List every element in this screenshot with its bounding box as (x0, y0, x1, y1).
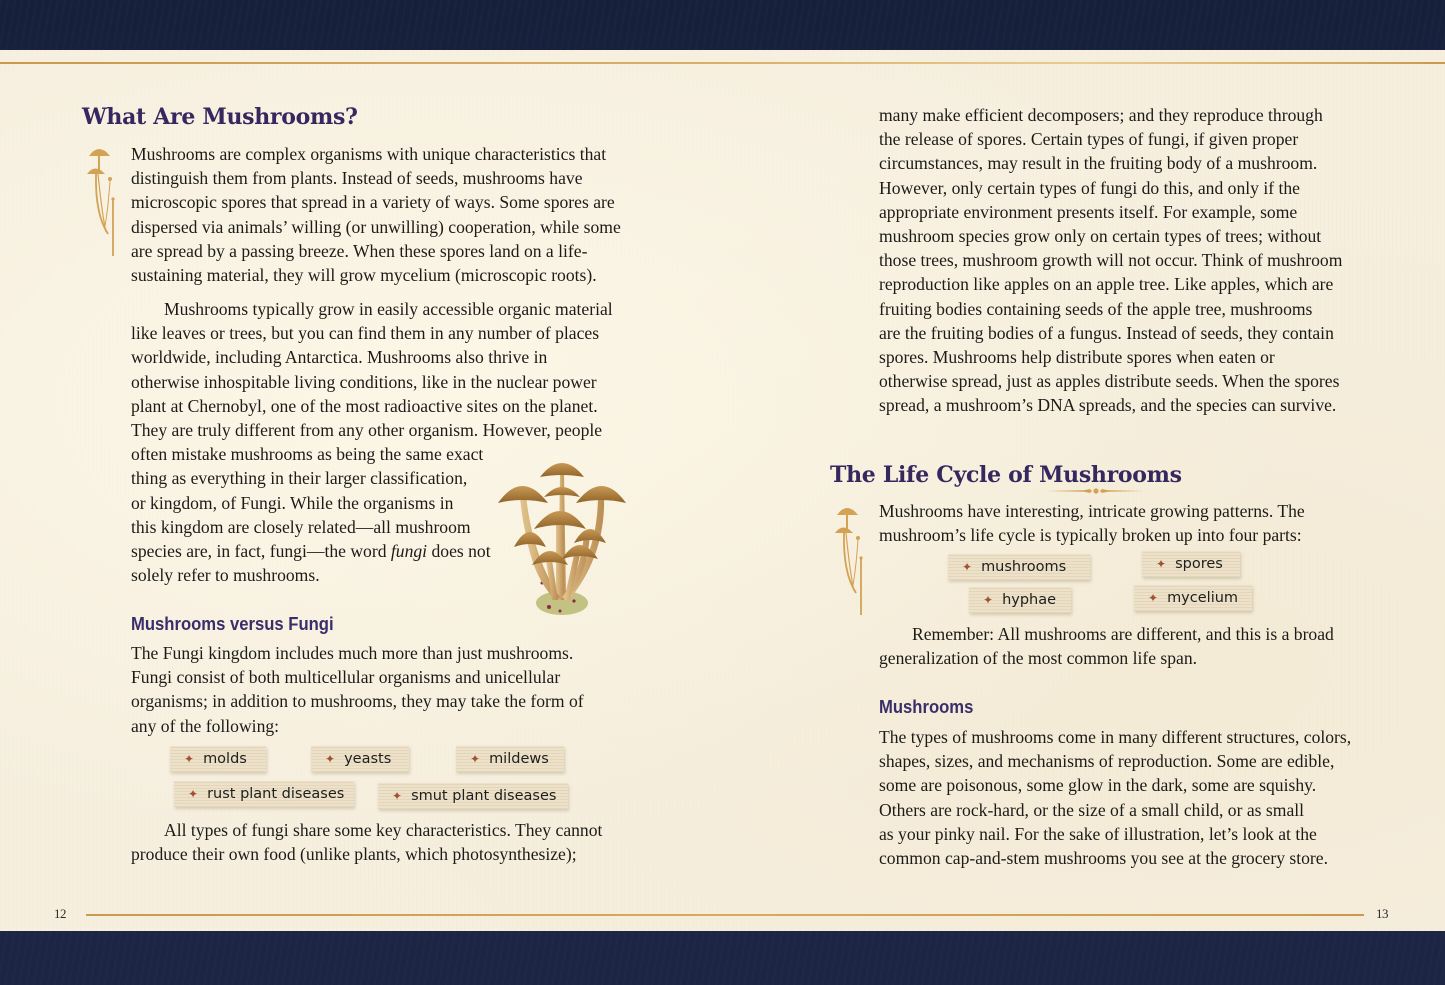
star-bullet-icon: ✦ (470, 752, 481, 766)
right-continued-paragraph: many make efficient decomposers; and they reproduce through the release of spores. Certain types of fungi, if given proper circumstances, may result in the fruiting body of a mushroom. However, only certain types of fungi do this, and only if the appropriate environment presents itself. For example, some mushroom species grow only on certain types of trees; without those trees, mushroom growth will not occur. Think of mushroom reproduction like apples on an apple tree. Like apples, which are fruiting bodies containing seeds of the apple tree, mushrooms are the fruiting bodies of a fungus. Instead of seeds, they contain spores. Mushrooms help distribute spores when eaten or otherwise spread, just as apples distribute seeds. When the spores spread, a mushroom’s DNA spreads, and the species can survive. (879, 105, 1343, 416)
tag-molds: ✦ molds (170, 746, 266, 772)
book-spread (0, 50, 1445, 931)
tag-hyphae: ✦ hyphae (969, 587, 1071, 613)
tag-spores: ✦ spores (1142, 551, 1240, 577)
star-bullet-icon: ✦ (983, 593, 994, 607)
left-paragraph-2: Mushrooms typically grow in easily accessible organic material like leaves or trees, but you can find them in any number of places worldwide, including Antarctica. Mushrooms also thrive in otherwise inhospitable living conditions, like in the nuclear power plant at Chernobyl, one of the most radioactive sites on the planet. They are truly different from any other organism. However, people often mistake mushrooms as being the same exact thing as everything in their larger classification, or kingdom, of Fungi. While the organisms in this kingdom are closely related—all mushroom species are, in fact, fungi—the word fungi does not solely refer to mushrooms. (131, 299, 613, 586)
bottom-gold-rule (86, 914, 1364, 916)
top-gold-rule (0, 62, 1445, 64)
left-paragraph-4: All types of fungi share some key characteristics. They cannot produce their own food (unlike plants, which photosynthesize); (131, 820, 603, 865)
mushroom-sprig-icon (86, 144, 116, 256)
star-bullet-icon: ✦ (325, 752, 336, 766)
tag-mushrooms: ✦ mushrooms (948, 554, 1090, 580)
star-bullet-icon: ✦ (1148, 591, 1159, 605)
star-bullet-icon: ✦ (188, 787, 199, 801)
right-life-cycle-intro: Mushrooms have interesting, intricate growing patterns. The mushroom’s life cycle is typically broken up into four parts: (879, 501, 1305, 546)
right-page-title: The Life Cycle of Mushrooms (830, 462, 1182, 488)
mushroom-cluster-illustration (494, 455, 629, 617)
subheading-mushrooms: Mushrooms (879, 696, 974, 717)
left-page-number: 12 (54, 906, 66, 921)
tag-yeasts: ✦ yeasts (311, 746, 409, 772)
tag-mildews: ✦ mildews (456, 746, 564, 772)
star-bullet-icon: ✦ (962, 560, 973, 574)
subheading-mushrooms-versus-fungi: Mushrooms versus Fungi (131, 613, 334, 634)
tag-mycelium: ✦ mycelium (1134, 585, 1252, 611)
tag-rust-plant-diseases: ✦ rust plant diseases (174, 781, 354, 807)
mushroom-sprig-icon (834, 503, 864, 615)
right-mushrooms-paragraph: The types of mushrooms come in many different structures, colors, shapes, sizes, and mechanisms of reproduction. Some are edible, some are poisonous, some glow in the dark, some are squishy. Others are rock-hard, or the size of a small child, or as small as your pinky nail. For the sake of illustration, let’s look at the common cap-and-stem mushrooms you see at the grocery store. (879, 727, 1352, 869)
star-bullet-icon: ✦ (1156, 557, 1167, 571)
star-bullet-icon: ✦ (392, 789, 403, 803)
left-page-title: What Are Mushrooms? (82, 104, 358, 130)
star-bullet-icon: ✦ (184, 752, 195, 766)
right-remember-paragraph: Remember: All mushrooms are different, and this is a broad generalization of the most common life span. (879, 624, 1334, 669)
left-intro-paragraph: Mushrooms are complex organisms with unique characteristics that distinguish them from plants. Instead of seeds, mushrooms have microscopic spores that spread in a variety of ways. Some spores are dispersed via animals’ willing (or unwilling) cooperation, while some are spread by a passing breeze. When these spores land on a life- sustaining material, they will grow mycelium (microscopic roots). (131, 144, 621, 286)
tag-smut-plant-diseases: ✦ smut plant diseases (378, 783, 568, 809)
left-paragraph-3: The Fungi kingdom includes much more than just mushrooms. Fungi consist of both multicellular organisms and unicellular organisms; in addition to mushrooms, they may take the form of any of the following: (131, 643, 584, 736)
right-page-number: 13 (1376, 906, 1388, 921)
